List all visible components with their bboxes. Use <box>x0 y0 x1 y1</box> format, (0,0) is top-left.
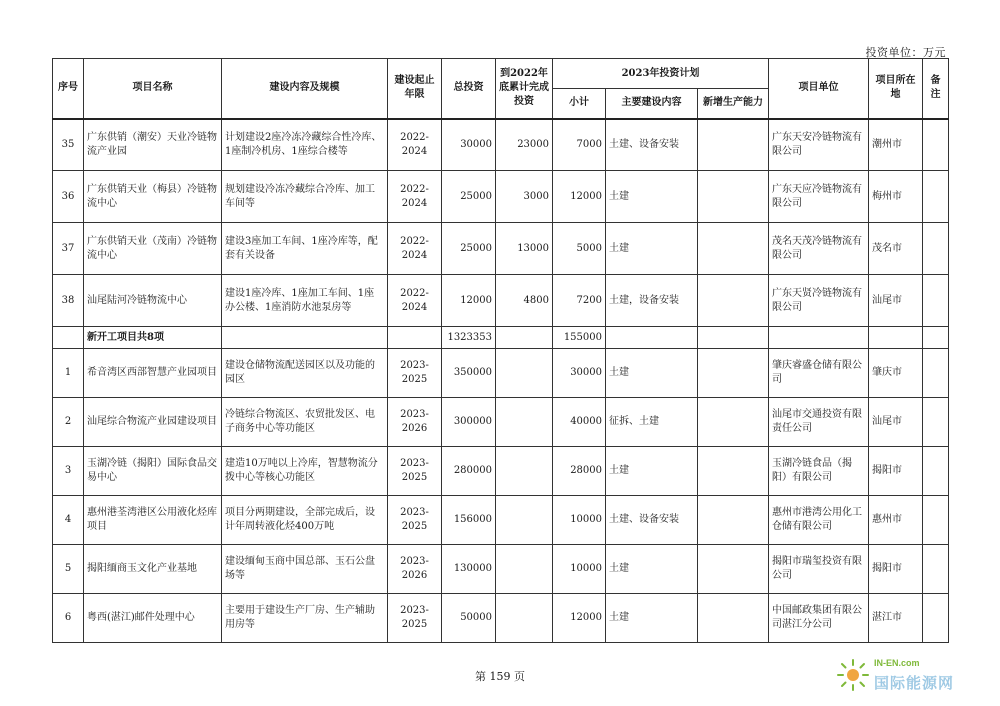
row-total: 156000 <box>442 496 496 545</box>
header-note: 备注 <box>923 59 949 119</box>
header-done-2022: 到2022年底累计完成投资 <box>496 59 553 119</box>
row-subtotal: 28000 <box>553 447 606 496</box>
row-main-content: 土建、设备安装 <box>606 496 698 545</box>
row-period: 2022-2024 <box>388 171 442 223</box>
row-note <box>923 275 949 327</box>
row-unit: 广东天安冷链物流有限公司 <box>769 119 869 171</box>
row-name: 希音湾区西部智慧产业园项目 <box>84 349 222 398</box>
row-name: 汕尾综合物流产业园建设项目 <box>84 398 222 447</box>
row-main-content: 征拆、土建 <box>606 398 698 447</box>
row-period: 2023-2025 <box>388 349 442 398</box>
header-unit: 项目单位 <box>769 59 869 119</box>
row-name: 汕尾陆河冷链物流中心 <box>84 275 222 327</box>
row-done-2022: 23000 <box>496 119 553 171</box>
row-location: 汕尾市 <box>869 398 923 447</box>
row-content: 建设1座冷库、1座加工车间、1座办公楼、1座消防水池泵房等 <box>222 275 388 327</box>
row-content: 项目分两期建设，全部完成后，设计年周转液化烃400万吨 <box>222 496 388 545</box>
row-unit: 汕尾市交通投资有限责任公司 <box>769 398 869 447</box>
row-subtotal: 12000 <box>553 171 606 223</box>
row-done-2022: 4800 <box>496 275 553 327</box>
row-done-2022 <box>496 447 553 496</box>
section-subtotal: 155000 <box>553 327 606 349</box>
row-done-2022: 3000 <box>496 171 553 223</box>
section-label: 新开工项目共8项 <box>84 327 222 349</box>
row-main-content: 土建、设备安装 <box>606 119 698 171</box>
row-total: 350000 <box>442 349 496 398</box>
row-location: 惠州市 <box>869 496 923 545</box>
row-main-content: 土建 <box>606 349 698 398</box>
logo-domain: IN-EN.com <box>874 658 920 668</box>
row-no: 1 <box>53 349 84 398</box>
row-name: 惠州港荃湾港区公用液化烃库项目 <box>84 496 222 545</box>
row-new-capacity <box>698 223 769 275</box>
row-name: 玉湖冷链（揭阳）国际食品交易中心 <box>84 447 222 496</box>
header-name: 项目名称 <box>84 59 222 119</box>
header-subtotal: 小计 <box>553 89 606 119</box>
header-new-capacity: 新增生产能力 <box>698 89 769 119</box>
row-done-2022: 13000 <box>496 223 553 275</box>
row-new-capacity <box>698 275 769 327</box>
header-main-content: 主要建设内容 <box>606 89 698 119</box>
header-plan-2023: 2023年投资计划 <box>553 59 769 89</box>
row-note <box>923 496 949 545</box>
row-total: 300000 <box>442 398 496 447</box>
row-total: 130000 <box>442 545 496 594</box>
row-unit: 惠州市港湾公用化工仓储有限公司 <box>769 496 869 545</box>
row-done-2022 <box>496 545 553 594</box>
row-no: 36 <box>53 171 84 223</box>
row-main-content: 土建 <box>606 545 698 594</box>
table-row <box>53 275 949 327</box>
row-subtotal: 40000 <box>553 398 606 447</box>
row-period: 2022-2024 <box>388 275 442 327</box>
row-new-capacity <box>698 398 769 447</box>
row-no: 3 <box>53 447 84 496</box>
row-total: 280000 <box>442 447 496 496</box>
row-period: 2022-2024 <box>388 119 442 171</box>
sun-icon <box>836 658 870 692</box>
table-row <box>53 594 949 643</box>
row-new-capacity <box>698 171 769 223</box>
row-total: 25000 <box>442 171 496 223</box>
row-name: 广东供销（潮安）天业冷链物流产业园 <box>84 119 222 171</box>
row-name: 广东供销天业（茂南）冷链物流中心 <box>84 223 222 275</box>
row-total: 30000 <box>442 119 496 171</box>
row-period: 2022-2024 <box>388 223 442 275</box>
row-subtotal: 5000 <box>553 223 606 275</box>
row-total: 25000 <box>442 223 496 275</box>
row-total: 50000 <box>442 594 496 643</box>
table-row <box>53 496 949 545</box>
row-new-capacity <box>698 545 769 594</box>
row-subtotal: 7000 <box>553 119 606 171</box>
row-unit: 广东天应冷链物流有限公司 <box>769 171 869 223</box>
row-no: 38 <box>53 275 84 327</box>
row-unit: 广东天贤冷链物流有限公司 <box>769 275 869 327</box>
row-content: 冷链综合物流区、农贸批发区、电子商务中心等功能区 <box>222 398 388 447</box>
section-total: 1323353 <box>442 327 496 349</box>
table-row <box>53 119 949 171</box>
row-main-content: 土建 <box>606 223 698 275</box>
row-content: 计划建设2座冷冻冷藏综合性冷库、1座制冷机房、1座综合楼等 <box>222 119 388 171</box>
table-row <box>53 349 949 398</box>
row-main-content: 土建 <box>606 594 698 643</box>
row-done-2022 <box>496 398 553 447</box>
row-subtotal: 7200 <box>553 275 606 327</box>
investment-unit-label: 投资单位：万元 <box>865 46 946 59</box>
row-no: 37 <box>53 223 84 275</box>
row-note <box>923 171 949 223</box>
row-subtotal: 10000 <box>553 496 606 545</box>
row-content: 建造10万吨以上冷库，智慧物流分拨中心等核心功能区 <box>222 447 388 496</box>
table-row <box>53 398 949 447</box>
row-content: 建设3座加工车间、1座冷库等，配套有关设备 <box>222 223 388 275</box>
row-location: 汕尾市 <box>869 275 923 327</box>
row-content: 建设仓储物流配送园区以及功能的园区 <box>222 349 388 398</box>
row-location: 潮州市 <box>869 119 923 171</box>
row-location: 肇庆市 <box>869 349 923 398</box>
row-no: 4 <box>53 496 84 545</box>
row-new-capacity <box>698 447 769 496</box>
row-new-capacity <box>698 594 769 643</box>
row-content: 建设缅甸玉商中国总部、玉石公盘场等 <box>222 545 388 594</box>
row-subtotal: 10000 <box>553 545 606 594</box>
row-note <box>923 594 949 643</box>
row-note <box>923 447 949 496</box>
row-new-capacity <box>698 349 769 398</box>
header-total: 总投资 <box>442 59 496 119</box>
row-main-content: 土建，设备安装 <box>606 275 698 327</box>
row-subtotal: 30000 <box>553 349 606 398</box>
row-done-2022 <box>496 594 553 643</box>
row-period: 2023-2025 <box>388 496 442 545</box>
table-row <box>53 223 949 275</box>
row-unit: 茂名天茂冷链物流有限公司 <box>769 223 869 275</box>
header-content: 建设内容及规模 <box>222 59 388 119</box>
section-no <box>53 327 84 349</box>
row-name: 粤西(湛江)邮件处理中心 <box>84 594 222 643</box>
row-name: 揭阳缅商玉文化产业基地 <box>84 545 222 594</box>
row-location: 茂名市 <box>869 223 923 275</box>
row-unit: 中国邮政集团有限公司湛江分公司 <box>769 594 869 643</box>
row-period: 2023-2025 <box>388 594 442 643</box>
row-no: 6 <box>53 594 84 643</box>
row-done-2022 <box>496 349 553 398</box>
row-period: 2023-2026 <box>388 398 442 447</box>
row-main-content: 土建 <box>606 171 698 223</box>
page-number: 第 159 页 <box>475 670 525 683</box>
row-no: 35 <box>53 119 84 171</box>
logo-name: 国际能源网 <box>874 674 955 692</box>
row-location: 梅州市 <box>869 171 923 223</box>
header-period: 建设起止年限 <box>388 59 442 119</box>
row-note <box>923 545 949 594</box>
row-no: 2 <box>53 398 84 447</box>
table-row <box>53 171 949 223</box>
row-period: 2023-2026 <box>388 545 442 594</box>
header-no: 序号 <box>53 59 84 119</box>
project-table <box>52 58 949 643</box>
section-row <box>53 327 949 349</box>
row-note <box>923 349 949 398</box>
row-period: 2023-2025 <box>388 447 442 496</box>
row-unit: 揭阳市瑞玺投资有限公司 <box>769 545 869 594</box>
row-location: 湛江市 <box>869 594 923 643</box>
row-note <box>923 223 949 275</box>
row-location: 揭阳市 <box>869 545 923 594</box>
row-new-capacity <box>698 119 769 171</box>
row-subtotal: 12000 <box>553 594 606 643</box>
row-unit: 肇庆睿盛仓储有限公司 <box>769 349 869 398</box>
row-total: 12000 <box>442 275 496 327</box>
watermark-logo <box>830 650 990 700</box>
row-unit: 玉湖冷链食品（揭阳）有限公司 <box>769 447 869 496</box>
table-row <box>53 545 949 594</box>
row-done-2022 <box>496 496 553 545</box>
row-content: 规划建设冷冻冷藏综合冷库、加工车间等 <box>222 171 388 223</box>
row-content: 主要用于建设生产厂房、生产辅助用房等 <box>222 594 388 643</box>
header-location: 项目所在地 <box>869 59 923 119</box>
table-row <box>53 447 949 496</box>
row-note <box>923 398 949 447</box>
row-location: 揭阳市 <box>869 447 923 496</box>
row-no: 5 <box>53 545 84 594</box>
row-name: 广东供销天业（梅县）冷链物流中心 <box>84 171 222 223</box>
row-main-content: 土建 <box>606 447 698 496</box>
row-note <box>923 119 949 171</box>
row-new-capacity <box>698 496 769 545</box>
